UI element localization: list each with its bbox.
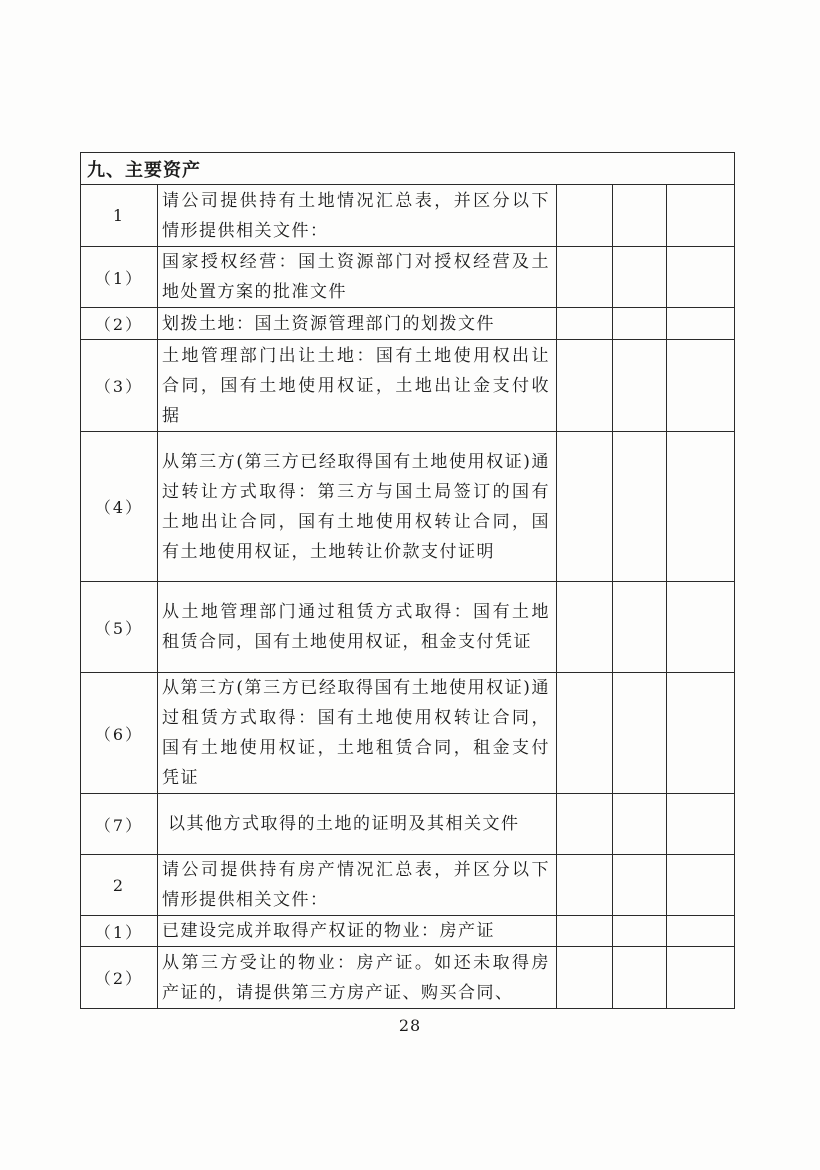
item-number: 2 bbox=[81, 855, 158, 916]
item-description: 请公司提供持有土地情况汇总表，并区分以下情形提供相关文件： bbox=[158, 185, 557, 247]
table-row bbox=[81, 916, 735, 947]
page-number: 28 bbox=[398, 1016, 422, 1035]
check-cell bbox=[613, 185, 667, 247]
check-cell bbox=[557, 947, 613, 1009]
table-row bbox=[81, 673, 735, 794]
item-description: 国家授权经营：国土资源部门对授权经营及土地处置方案的批准文件 bbox=[158, 247, 557, 308]
item-number: （2） bbox=[81, 947, 158, 1009]
item-description: 从土地管理部门通过租赁方式取得：国有土地租赁合同，国有土地使用权证，租金支付凭证 bbox=[158, 582, 557, 673]
table-row bbox=[81, 308, 735, 340]
table-row bbox=[81, 340, 735, 432]
item-description: 从第三方受让的物业：房产证。如还未取得房产证的，请提供第三方房产证、购买合同、 bbox=[158, 947, 557, 1009]
item-number: （1） bbox=[81, 247, 158, 308]
check-cell bbox=[557, 855, 613, 916]
item-number: （4） bbox=[81, 432, 158, 582]
item-description: 以其他方式取得的土地的证明及其相关文件 bbox=[158, 794, 557, 855]
check-cell bbox=[557, 794, 613, 855]
table-row bbox=[81, 794, 735, 855]
check-cell bbox=[613, 247, 667, 308]
check-cell bbox=[613, 673, 667, 794]
item-number: （5） bbox=[81, 582, 158, 673]
item-description: 划拨土地：国土资源管理部门的划拨文件 bbox=[158, 308, 557, 340]
table-row bbox=[81, 582, 735, 673]
check-cell bbox=[667, 185, 735, 247]
item-number: （2） bbox=[81, 308, 158, 340]
item-number: （7） bbox=[81, 794, 158, 855]
due-diligence-checklist-table bbox=[80, 152, 735, 1009]
check-cell bbox=[557, 582, 613, 673]
table-row bbox=[81, 432, 735, 582]
check-cell bbox=[557, 185, 613, 247]
check-cell bbox=[557, 308, 613, 340]
check-cell bbox=[557, 673, 613, 794]
check-cell bbox=[613, 582, 667, 673]
check-cell bbox=[613, 916, 667, 947]
check-cell bbox=[557, 247, 613, 308]
item-number: （1） bbox=[81, 916, 158, 947]
check-cell bbox=[613, 308, 667, 340]
check-cell bbox=[667, 855, 735, 916]
check-cell bbox=[667, 582, 735, 673]
item-description: 土地管理部门出让土地：国有土地使用权出让合同，国有土地使用权证，土地出让金支付收据 bbox=[158, 340, 557, 432]
item-description: 已建设完成并取得产权证的物业：房产证 bbox=[158, 916, 557, 947]
check-cell bbox=[667, 794, 735, 855]
check-cell bbox=[613, 855, 667, 916]
item-number: 1 bbox=[81, 185, 158, 247]
check-cell bbox=[557, 340, 613, 432]
item-number: （6） bbox=[81, 673, 158, 794]
check-cell bbox=[667, 247, 735, 308]
check-cell bbox=[667, 308, 735, 340]
check-cell bbox=[667, 916, 735, 947]
table-row bbox=[81, 185, 735, 247]
check-cell bbox=[613, 794, 667, 855]
check-cell bbox=[667, 947, 735, 1009]
table-row bbox=[81, 855, 735, 916]
table-row bbox=[81, 247, 735, 308]
check-cell bbox=[613, 340, 667, 432]
item-description: 从第三方(第三方已经取得国有土地使用权证)通过租赁方式取得：国有土地使用权转让合同，国有土地使用权证，土地租赁合同，租金支付凭证 bbox=[158, 673, 557, 794]
item-number: （3） bbox=[81, 340, 158, 432]
check-cell bbox=[557, 432, 613, 582]
table-row bbox=[81, 947, 735, 1009]
check-cell bbox=[667, 432, 735, 582]
check-cell bbox=[557, 916, 613, 947]
check-cell bbox=[667, 673, 735, 794]
section-title: 九、主要资产 bbox=[81, 153, 735, 185]
item-description: 请公司提供持有房产情况汇总表，并区分以下情形提供相关文件： bbox=[158, 855, 557, 916]
section-header-row bbox=[81, 153, 735, 185]
item-description: 从第三方(第三方已经取得国有土地使用权证)通过转让方式取得：第三方与国土局签订的国有土地出让合同，国有土地使用权转让合同，国有土地使用权证，土地转让价款支付证明 bbox=[158, 432, 557, 582]
check-cell bbox=[613, 947, 667, 1009]
check-cell bbox=[667, 340, 735, 432]
check-cell bbox=[613, 432, 667, 582]
